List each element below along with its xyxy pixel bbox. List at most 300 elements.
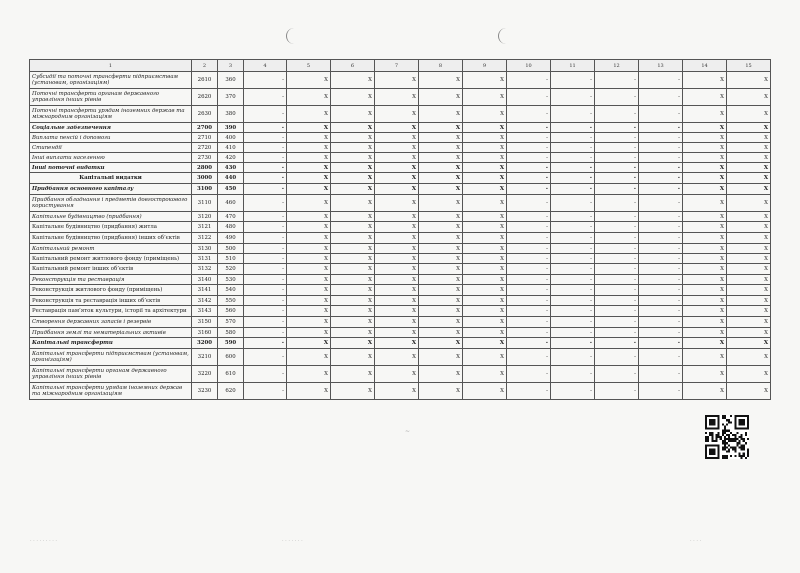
value-cell: - (551, 254, 595, 264)
table-row (30, 123, 771, 133)
value-cell: X (287, 244, 331, 254)
value-cell: X (287, 106, 331, 123)
value-cell: X (683, 173, 727, 184)
value-cell: - (639, 143, 683, 153)
value-cell: - (595, 106, 639, 123)
value-cell: X (727, 233, 771, 244)
value-cell: X (463, 173, 507, 184)
row-label: Капітальне будівництво (придбання) (30, 212, 192, 222)
value-cell: X (375, 317, 419, 328)
value-cell: X (287, 328, 331, 338)
value-cell: X (683, 212, 727, 222)
table-row (30, 338, 771, 349)
value-cell: X (727, 163, 771, 173)
value-cell: X (463, 275, 507, 285)
value-cell: X (727, 306, 771, 317)
value-cell: - (639, 254, 683, 264)
value-cell: - (244, 328, 287, 338)
value-cell: X (287, 163, 331, 173)
value-cell: X (683, 106, 727, 123)
value-cell: - (507, 184, 551, 195)
value-cell: X (419, 328, 463, 338)
value-cell: X (287, 275, 331, 285)
value-cell: X (287, 254, 331, 264)
value-cell: X (727, 296, 771, 306)
value-cell: - (551, 212, 595, 222)
value-cell: - (507, 244, 551, 254)
table-row (30, 296, 771, 306)
value-cell: X (463, 296, 507, 306)
value-cell: X (419, 106, 463, 123)
value-cell: - (639, 106, 683, 123)
table-row (30, 254, 771, 264)
value-cell: X (463, 89, 507, 106)
line-code-cell: 470 (218, 212, 244, 222)
kekv-code-cell: 3210 (192, 349, 218, 366)
column-number-cell: 15 (727, 60, 771, 72)
row-label: Інші виплати населенню (30, 153, 192, 163)
line-code-cell: 380 (218, 106, 244, 123)
value-cell: X (463, 184, 507, 195)
value-cell: X (683, 254, 727, 264)
column-number-cell: 11 (551, 60, 595, 72)
line-code-cell: 530 (218, 275, 244, 285)
value-cell: - (595, 153, 639, 163)
value-cell: - (595, 254, 639, 264)
value-cell: X (375, 296, 419, 306)
value-cell: - (244, 275, 287, 285)
value-cell: - (639, 123, 683, 133)
table-row (30, 106, 771, 123)
value-cell: - (551, 89, 595, 106)
value-cell: - (244, 195, 287, 212)
value-cell: - (507, 296, 551, 306)
value-cell: - (639, 133, 683, 143)
line-code-cell: 480 (218, 222, 244, 233)
value-cell: X (463, 212, 507, 222)
value-cell: X (683, 222, 727, 233)
value-cell: - (244, 366, 287, 383)
value-cell: X (683, 349, 727, 366)
row-label: Капітальні видатки (30, 173, 192, 184)
kekv-code-cell: 3131 (192, 254, 218, 264)
value-cell: X (727, 143, 771, 153)
row-label: Капітальні трансферти (30, 338, 192, 349)
value-cell: X (727, 195, 771, 212)
value-cell: - (507, 285, 551, 296)
table-row (30, 233, 771, 244)
value-cell: X (375, 133, 419, 143)
value-cell: X (463, 195, 507, 212)
value-cell: X (375, 366, 419, 383)
value-cell: X (727, 106, 771, 123)
qr-code-icon (705, 415, 749, 459)
faint-stamp-mark: ~ (405, 428, 411, 435)
value-cell: X (375, 195, 419, 212)
value-cell: X (727, 317, 771, 328)
value-cell: X (463, 244, 507, 254)
table-row (30, 275, 771, 285)
kekv-code-cell: 2620 (192, 89, 218, 106)
value-cell: X (331, 244, 375, 254)
value-cell: - (595, 72, 639, 89)
kekv-code-cell: 3100 (192, 184, 218, 195)
value-cell: X (683, 264, 727, 275)
value-cell: X (727, 264, 771, 275)
value-cell: - (639, 163, 683, 173)
value-cell: - (639, 72, 683, 89)
value-cell: - (507, 123, 551, 133)
value-cell: X (727, 222, 771, 233)
value-cell: - (551, 338, 595, 349)
value-cell: X (375, 254, 419, 264)
value-cell: - (551, 233, 595, 244)
value-cell: X (375, 306, 419, 317)
value-cell: X (727, 133, 771, 143)
value-cell: - (639, 296, 683, 306)
kekv-code-cell: 3110 (192, 195, 218, 212)
table-row (30, 133, 771, 143)
value-cell: - (639, 212, 683, 222)
value-cell: - (244, 349, 287, 366)
value-cell: - (551, 222, 595, 233)
value-cell: X (287, 184, 331, 195)
value-cell: X (331, 306, 375, 317)
line-code-cell: 440 (218, 173, 244, 184)
value-cell: X (463, 153, 507, 163)
table-row (30, 328, 771, 338)
table-row (30, 222, 771, 233)
value-cell: - (595, 233, 639, 244)
value-cell: X (683, 184, 727, 195)
line-code-cell: 510 (218, 254, 244, 264)
value-cell: X (375, 328, 419, 338)
value-cell: - (639, 153, 683, 163)
value-cell: X (331, 72, 375, 89)
value-cell: X (419, 153, 463, 163)
row-label: Реконструкція та реставрація інших об’єктів (30, 296, 192, 306)
value-cell: X (331, 349, 375, 366)
value-cell: - (507, 143, 551, 153)
value-cell: X (727, 184, 771, 195)
value-cell: - (507, 349, 551, 366)
value-cell: X (287, 383, 331, 400)
value-cell: - (595, 173, 639, 184)
value-cell: - (551, 285, 595, 296)
value-cell: - (507, 366, 551, 383)
value-cell: - (551, 72, 595, 89)
value-cell: X (419, 184, 463, 195)
value-cell: X (375, 72, 419, 89)
value-cell: X (375, 383, 419, 400)
value-cell: X (331, 366, 375, 383)
value-cell: X (331, 296, 375, 306)
row-label: Субсидії та поточні трансферти підприємствам (установам, організаціям) (30, 72, 192, 89)
value-cell: X (463, 328, 507, 338)
value-cell: X (727, 254, 771, 264)
kekv-code-cell: 3142 (192, 296, 218, 306)
value-cell: - (507, 153, 551, 163)
line-code-cell: 550 (218, 296, 244, 306)
value-cell: X (727, 153, 771, 163)
value-cell: X (727, 275, 771, 285)
line-code-cell: 410 (218, 143, 244, 153)
value-cell: - (244, 264, 287, 275)
value-cell: X (463, 338, 507, 349)
value-cell: - (551, 296, 595, 306)
column-number-cell: 9 (463, 60, 507, 72)
value-cell: X (419, 317, 463, 328)
value-cell: X (463, 285, 507, 296)
value-cell: - (244, 296, 287, 306)
row-label: Придбання землі та нематеріальних активів (30, 328, 192, 338)
value-cell: X (331, 233, 375, 244)
table-row (30, 89, 771, 106)
value-cell: - (551, 133, 595, 143)
value-cell: - (639, 275, 683, 285)
value-cell: - (595, 383, 639, 400)
line-code-cell: 540 (218, 285, 244, 296)
value-cell: X (287, 212, 331, 222)
value-cell: X (463, 72, 507, 89)
value-cell: X (683, 143, 727, 153)
line-code-cell: 600 (218, 349, 244, 366)
value-cell: X (463, 123, 507, 133)
value-cell: - (507, 173, 551, 184)
value-cell: X (419, 244, 463, 254)
value-cell: X (375, 233, 419, 244)
value-cell: - (244, 153, 287, 163)
value-cell: - (595, 163, 639, 173)
value-cell: - (551, 173, 595, 184)
value-cell: - (551, 195, 595, 212)
line-code-cell: 430 (218, 163, 244, 173)
value-cell: - (639, 173, 683, 184)
value-cell: X (727, 366, 771, 383)
kekv-code-cell: 3140 (192, 275, 218, 285)
value-cell: X (331, 212, 375, 222)
value-cell: - (507, 72, 551, 89)
value-cell: - (244, 338, 287, 349)
value-cell: X (287, 222, 331, 233)
value-cell: X (287, 195, 331, 212)
value-cell: X (419, 383, 463, 400)
value-cell: X (331, 383, 375, 400)
value-cell: - (507, 212, 551, 222)
value-cell: X (727, 328, 771, 338)
row-label: Реставрація пам’яток культури, історії та архітектури (30, 306, 192, 317)
value-cell: X (331, 173, 375, 184)
value-cell: X (419, 233, 463, 244)
value-cell: - (551, 317, 595, 328)
kekv-code-cell: 3000 (192, 173, 218, 184)
value-cell: X (419, 254, 463, 264)
value-cell: - (244, 222, 287, 233)
row-label: Придбання основного капіталу (30, 184, 192, 195)
table-row (30, 366, 771, 383)
kekv-code-cell: 3141 (192, 285, 218, 296)
kekv-code-cell: 3121 (192, 222, 218, 233)
value-cell: X (375, 153, 419, 163)
value-cell: X (727, 349, 771, 366)
line-code-cell: 450 (218, 184, 244, 195)
value-cell: - (551, 106, 595, 123)
value-cell: - (639, 184, 683, 195)
row-label: Інші поточні видатки (30, 163, 192, 173)
value-cell: X (419, 338, 463, 349)
value-cell: X (727, 244, 771, 254)
row-label: Капітальне будівництво (придбання) інших об’єктів (30, 233, 192, 244)
value-cell: - (639, 317, 683, 328)
value-cell: X (727, 123, 771, 133)
row-label: Поточні трансферти органам державного управління інших рівнів (30, 89, 192, 106)
value-cell: - (244, 233, 287, 244)
kekv-code-cell: 3132 (192, 264, 218, 275)
footer-right-mark: . . . . (690, 537, 702, 543)
value-cell: X (683, 163, 727, 173)
value-cell: X (419, 133, 463, 143)
kekv-code-cell: 3230 (192, 383, 218, 400)
kekv-code-cell: 2710 (192, 133, 218, 143)
kekv-code-cell: 3160 (192, 328, 218, 338)
value-cell: - (244, 244, 287, 254)
column-number-cell: 5 (287, 60, 331, 72)
kekv-code-cell: 2630 (192, 106, 218, 123)
value-cell: - (595, 338, 639, 349)
value-cell: X (683, 328, 727, 338)
value-cell: - (595, 195, 639, 212)
line-code-cell: 590 (218, 338, 244, 349)
value-cell: - (595, 143, 639, 153)
table-row (30, 212, 771, 222)
value-cell: X (375, 173, 419, 184)
value-cell: - (551, 366, 595, 383)
value-cell: X (727, 338, 771, 349)
value-cell: X (419, 306, 463, 317)
value-cell: X (419, 222, 463, 233)
value-cell: X (331, 285, 375, 296)
value-cell: - (244, 143, 287, 153)
row-label: Капітальні трансферти підприємствам (установам, організаціям) (30, 349, 192, 366)
row-label: Створення державних запасів і резервів (30, 317, 192, 328)
value-cell: X (331, 163, 375, 173)
value-cell: X (331, 264, 375, 275)
kekv-code-cell: 2730 (192, 153, 218, 163)
value-cell: X (375, 349, 419, 366)
value-cell: - (507, 383, 551, 400)
value-cell: X (727, 285, 771, 296)
value-cell: - (595, 244, 639, 254)
value-cell: - (595, 328, 639, 338)
value-cell: X (287, 285, 331, 296)
value-cell: X (683, 123, 727, 133)
table-body (30, 60, 771, 400)
value-cell: X (375, 184, 419, 195)
value-cell: X (683, 275, 727, 285)
value-cell: X (463, 383, 507, 400)
column-number-cell: 4 (244, 60, 287, 72)
value-cell: - (595, 349, 639, 366)
value-cell: X (331, 89, 375, 106)
table-row (30, 72, 771, 89)
value-cell: - (507, 317, 551, 328)
table-row (30, 383, 771, 400)
value-cell: X (287, 338, 331, 349)
value-cell: X (287, 173, 331, 184)
value-cell: X (683, 89, 727, 106)
value-cell: X (375, 264, 419, 275)
line-code-cell: 400 (218, 133, 244, 143)
value-cell: X (287, 72, 331, 89)
value-cell: - (639, 233, 683, 244)
kekv-code-cell: 3150 (192, 317, 218, 328)
value-cell: - (551, 184, 595, 195)
column-number-cell: 7 (375, 60, 419, 72)
value-cell: X (331, 338, 375, 349)
column-number-cell: 3 (218, 60, 244, 72)
value-cell: X (683, 383, 727, 400)
value-cell: - (595, 222, 639, 233)
value-cell: X (463, 133, 507, 143)
value-cell: X (683, 244, 727, 254)
value-cell: X (375, 212, 419, 222)
value-cell: X (375, 123, 419, 133)
line-code-cell: 580 (218, 328, 244, 338)
column-number-cell: 8 (419, 60, 463, 72)
value-cell: X (727, 173, 771, 184)
value-cell: - (595, 133, 639, 143)
value-cell: - (507, 133, 551, 143)
column-number-cell: 10 (507, 60, 551, 72)
value-cell: - (551, 383, 595, 400)
value-cell: X (331, 328, 375, 338)
value-cell: - (244, 72, 287, 89)
table-row (30, 195, 771, 212)
value-cell: - (551, 328, 595, 338)
value-cell: - (244, 285, 287, 296)
value-cell: X (287, 317, 331, 328)
value-cell: X (419, 366, 463, 383)
value-cell: X (463, 349, 507, 366)
table-row (30, 173, 771, 184)
value-cell: - (551, 264, 595, 275)
row-label: Соціальне забезпечення (30, 123, 192, 133)
value-cell: - (639, 195, 683, 212)
value-cell: X (463, 264, 507, 275)
footer-left-mark: . . . . . . . . . (30, 537, 58, 543)
value-cell: - (507, 306, 551, 317)
value-cell: - (639, 338, 683, 349)
kekv-code-cell: 3143 (192, 306, 218, 317)
value-cell: X (331, 123, 375, 133)
table-row (30, 153, 771, 163)
value-cell: X (419, 173, 463, 184)
value-cell: X (683, 153, 727, 163)
value-cell: - (639, 383, 683, 400)
value-cell: X (419, 264, 463, 275)
value-cell: X (287, 296, 331, 306)
value-cell: X (331, 222, 375, 233)
value-cell: X (287, 89, 331, 106)
value-cell: X (683, 233, 727, 244)
line-code-cell: 490 (218, 233, 244, 244)
value-cell: - (507, 328, 551, 338)
table-row (30, 317, 771, 328)
value-cell: X (287, 306, 331, 317)
column-number-cell: 14 (683, 60, 727, 72)
value-cell: - (507, 89, 551, 106)
value-cell: X (463, 106, 507, 123)
